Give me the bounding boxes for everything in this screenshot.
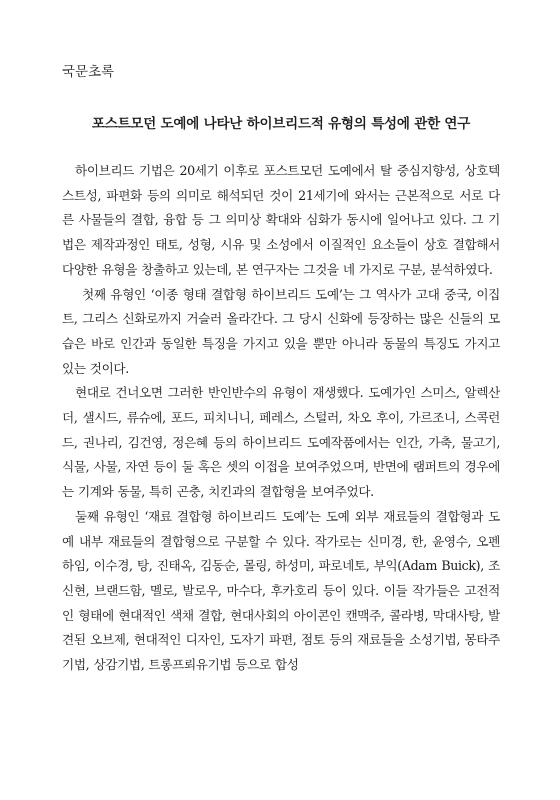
- abstract-paragraph: 첫째 유형인 ‘이종 형태 결합형 하이브리드 도예’는 그 역사가 고대 중국, 이집트, 그리스 신화로까지 거슬러 올라간다. 그 당시 신화에 등장하는 많은 신들의 모습은 바로 인간과 동일한 특징을 가지고 있을 뿐만 아니라 동물의 특징도 가지고 있는 것이다.: [62, 286, 500, 376]
- document-title: 포스트모던 도예에 나타난 하이브리드적 유형의 특성에 관한 연구: [91, 116, 471, 132]
- abstract-body: [62, 159, 500, 678]
- abstract-paragraph: 현대로 건너오면 그러한 반인반수의 유형이 재생했다. 도예가인 스미스, 알렉산더, 샐시드, 류슈에, 포드, 피치니니, 페레스, 스털러, 차오 후이, 가르조니, 스콕런드, 권나리, 김건영, 정은혜 등의 하이브리드 도예작품에서는 인간, 가축, 물고기, 식물, 사물, 자연 등이 둘 혹은 셋의 이접을 보여주었으며, 반면에 램퍼트의 경우에는 기계와 동물, 특히 곤충, 치킨과의 결합형을 보여주었다.: [62, 385, 500, 500]
- section-label: 국문초록: [62, 64, 115, 80]
- abstract-paragraph: 둘째 유형인 ‘재료 결합형 하이브리드 도예’는 도예 외부 재료들의 결합형과 도예 내부 재료들의 결합형으로 구분할 수 있다. 작가로는 신미경, 한, 윤영수, 오펜하임, 이수경, 탕, 진태옥, 김동순, 몰링, 하성미, 파로네토, 부익(Adam Buick), 조신현, 브랜드함, 멜로, 발로우, 마수다, 후카호리 등이 있다. 이들 작가들은 고전적인 형태에 현대적인 색채 결합, 현대사회의 아이콘인 캔맥주, 콜라병, 막대사탕, 발견된 오브제, 현대적인 디자인, 도자기 파편, 점토 등의 재료들을 소성기법, 몽타주기법, 상감기법, 트롱프뢰유기법 등으로 합성: [62, 508, 500, 673]
- abstract-paragraph: 하이브리드 기법은 20세기 이후로 포스트모던 도예에서 탈 중심지향성, 상호텍스트성, 파편화 등의 의미로 해석되던 것이 21세기에 와서는 근본적으로 서로 다른 사물들의 결합, 융합 등 그 의미상 확대와 심화가 동시에 일어나고 있다. 그 기법은 제작과정인 태토, 성형, 시유 및 소성에서 이질적인 요소들이 상호 결합해서 다양한 유형을 창출하고 있는데, 본 연구자는 그것을 네 가지로 구분, 분석하였다.: [62, 163, 500, 277]
